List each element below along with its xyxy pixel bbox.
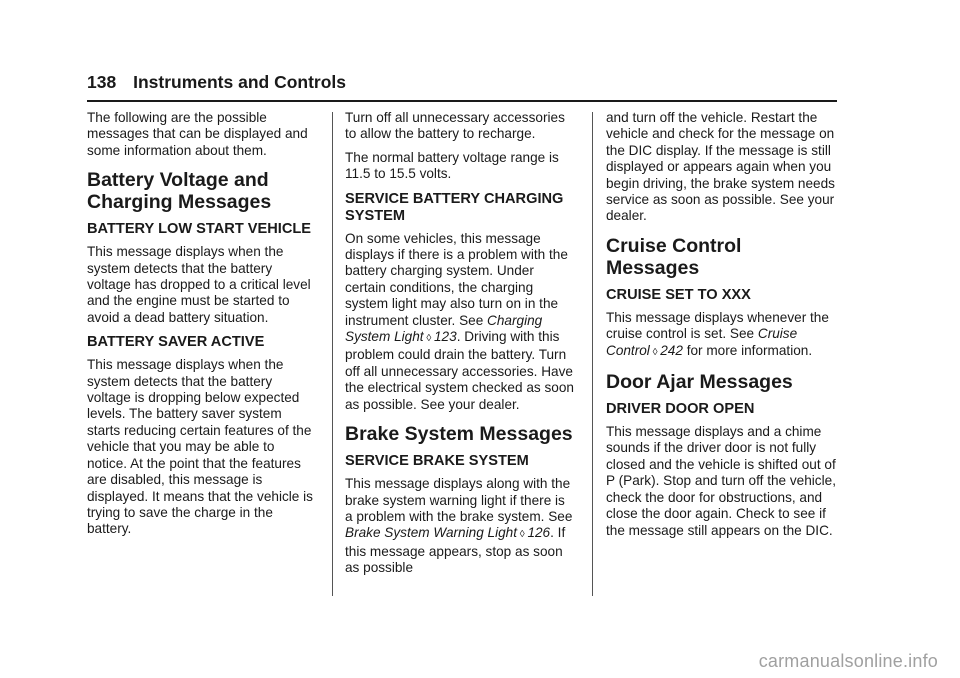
section-title-door-ajar: Door Ajar Messages <box>606 371 793 394</box>
column-divider-1 <box>332 112 333 596</box>
page-ref-icon: ◊ <box>426 333 432 345</box>
column-2 <box>345 110 575 584</box>
subheading-cruise-set: CRUISE SET TO XXX <box>606 286 751 303</box>
page-ref-242[interactable]: 242 <box>660 342 683 358</box>
page-ref-126[interactable]: 126 <box>527 525 551 541</box>
paragraph-battery-low: This message displays when the system detects that the battery voltage has dropped to a critical level and the engine must be started to avoid a dead battery situation. <box>87 244 311 325</box>
page-ref-123[interactable]: 123 <box>434 329 457 345</box>
paragraph-service-battery: On some vehicles, this message displays if there is a problem with the battery charging system. Under certain conditions, the charging system light may also turn on in the instrument cluster. See Charging System Light ◊ 123. Driving with this problem could drain the battery. Turn off all unnecessary accessories. Have the electrical system checked as soon as possible. See your dealer. <box>345 230 574 412</box>
link-cruise-control[interactable]: Cruise Control <box>606 326 798 358</box>
subheading-service-battery: SERVICE BATTERY CHARGING SYSTEM <box>345 190 564 224</box>
paragraph-service-brake: This message displays along with the brake system warning light if there is a problem with the brake system. See Brake System Warning Light ◊ 126. If this message appears, stop as soon as possible <box>345 476 573 576</box>
page-header <box>87 72 837 93</box>
subheading-driver-door: DRIVER DOOR OPEN <box>606 401 755 418</box>
intro-paragraph: The following are the possible messages that can be displayed and some information about them. <box>87 110 308 158</box>
page-ref-icon: ◊ <box>652 346 658 358</box>
paragraph-cruise-set: This message displays whenever the cruise control is set. See Cruise Control ◊ 242 for more information. <box>606 309 829 358</box>
chapter-title: Instruments and Controls <box>133 72 347 92</box>
section-title-brake: Brake System Messages <box>345 423 573 446</box>
paragraph-voltage-range: The normal battery voltage range is 11.5 to 15.5 volts. <box>345 149 559 182</box>
paragraph-driver-door: This message displays and a chime sounds if the driver door is not fully closed and the vehicle is shifted out of P (Park). Stop and turn off the vehicle, check the door for obstructions, and close the door again. Check to see if the message still appears on the DIC. <box>606 424 836 538</box>
subheading-service-brake: SERVICE BRAKE SYSTEM <box>345 453 529 470</box>
page-ref-icon: ◊ <box>519 529 525 541</box>
column-3 <box>606 110 836 546</box>
header-rule <box>87 100 837 102</box>
column-divider-2 <box>592 112 593 596</box>
column-1 <box>87 110 317 545</box>
page-number: 138 <box>87 72 117 92</box>
section-title-battery: Battery Voltage and Charging Messages <box>87 169 272 214</box>
subheading-battery-saver: BATTERY SAVER ACTIVE <box>87 334 265 351</box>
link-charging-system-light[interactable]: Charging System Light <box>345 312 543 345</box>
paragraph-turn-off-accessories: Turn off all unnecessary accessories to allow the battery to recharge. <box>345 110 565 142</box>
paragraph-battery-saver: This message displays when the system detects that the battery voltage is dropping below expected levels. The battery saver system starts reducing certain features of the vehicle that you may be able to notice. At the point that the features are disabled, this message is displayed. It means that the vehicle is trying to save the charge in the battery. <box>87 357 313 537</box>
subheading-battery-low: BATTERY LOW START VEHICLE <box>87 221 312 238</box>
watermark: carmanualsonline.info <box>758 651 938 671</box>
section-title-cruise: Cruise Control Messages <box>606 234 742 279</box>
paragraph-brake-continued: and turn off the vehicle. Restart the vehicle and check for the message on the DIC display. If the message is still displayed or appears again when you begin driving, the brake system needs service as soon as possible. See your dealer. <box>606 110 835 224</box>
link-brake-warning-light[interactable]: Brake System Warning Light <box>345 525 518 541</box>
